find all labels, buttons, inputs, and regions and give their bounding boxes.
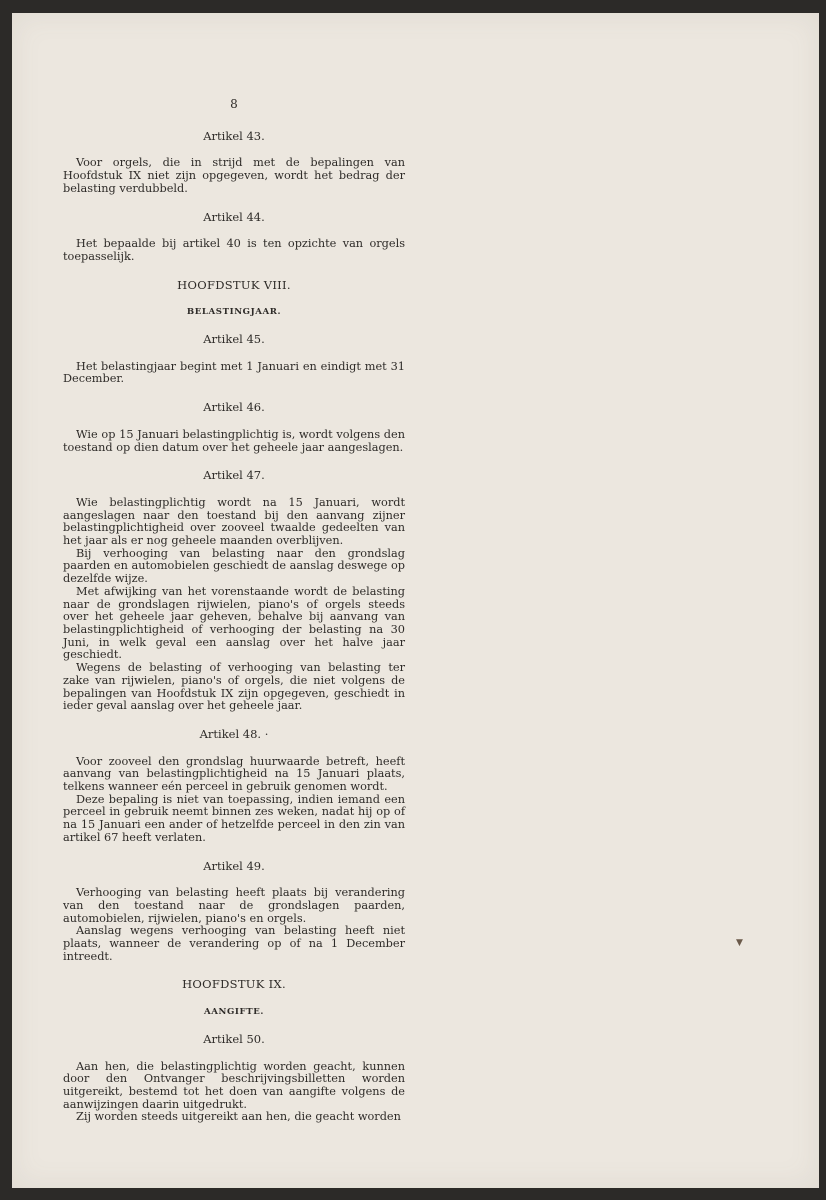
paragraph: Deze bepaling is niet van toepassing, indien iemand een perceel in gebruik neemt binnen zes weken, nadat hij op of na 15 Januari een ander of hetzelfde perceel in den zin van artikel 67 heeft verlaten. — [63, 792, 405, 844]
paragraph: Wegens de belasting of verhooging van belasting ter zake van rijwielen, piano's of orgels, die niet volgens de bepalingen van Hoofdstuk IX zijn opgegeven, geschiedt in ieder geval aanslag over het geheele jaar. — [63, 661, 405, 713]
paragraph: Aanslag wegens verhooging van belasting heeft niet plaats, wanneer de verandering op of na 1 December intreedt. — [63, 924, 405, 963]
article-heading: Artikel 46. — [203, 400, 265, 415]
article-heading: Artikel 45. — [203, 332, 265, 347]
article-heading: Artikel 44. — [203, 209, 265, 224]
paragraph: Bij verhooging van belasting naar den grondslag paarden en automobielen geschiedt de aanslag deswege op dezelfde wijze. — [63, 546, 405, 586]
paragraph: Wie belastingplichtig wordt na 15 Januari, wordt aangeslagen naar den toestand bij den aanvang zijner belastingplichtigheid over zooveel twaalde gedeelten van het jaar als er nog geheele maanden overblijven. — [63, 495, 405, 548]
text-column — [63, 98, 405, 1124]
chapter-subtitle: BELASTINGJAAR. — [186, 307, 282, 318]
article-heading: Artikel 49. — [203, 858, 265, 873]
paragraph: Wie op 15 Januari belastingplichtig is, wordt volgens den toestand op dien datum over het geheele jaar aangeslagen. — [63, 427, 405, 454]
article-heading: Artikel 47. — [203, 468, 265, 483]
chapter-heading: HOOFDSTUK IX. — [182, 977, 286, 992]
paragraph: Verhooging van belasting heeft plaats bij verandering van den toestand naar de grondslagen paarden, automobielen, rijwielen, piano's en orgels. — [63, 886, 405, 925]
paragraph: Het belastingjaar begint met 1 Januari en eindigt met 31 December. — [63, 359, 405, 386]
article-heading: Artikel 43. — [203, 128, 265, 143]
chapter-heading: HOOFDSTUK VIII. — [177, 277, 291, 292]
chapter-subtitle: AANGIFTE. — [204, 1007, 264, 1018]
paragraph: Aan hen, die belastingplichtig worden geacht, kunnen door den Ontvanger beschrijvingsbilletten worden uitgereikt, bestemd tot het doen van aangifte volgens de aanwijzingen daarin uitgedrukt. — [63, 1059, 405, 1111]
ink-mark: ▼ — [736, 938, 743, 948]
page-number: 8 — [230, 97, 238, 111]
article-heading: Artikel 48. · — [199, 726, 269, 741]
paragraph: Voor zooveel den grondslag huurwaarde betreft, heeft aanvang van belastingplichtigheid na 15 Januari plaats, telkens wanneer eén perceel in gebruik genomen wordt. — [63, 754, 405, 794]
paragraph: Zij worden steeds uitgereikt aan hen, die geacht worden — [76, 1110, 401, 1124]
paragraph: Voor orgels, die in strijd met de bepalingen van Hoofdstuk IX niet zijn opgegeven, wordt het bedrag der belasting verdubbeld. — [63, 156, 405, 195]
paragraph: Met afwijking van het vorenstaande wordt de belasting naar de grondslagen rijwielen, piano's of orgels steeds over het geheele jaar geheven, behalve bij aanvang van belastingplichtigheid of verhooging der belasting na 30 Juni, in welk geval een aanslag over het halve jaar geschiedt. — [63, 584, 405, 662]
paragraph: Het bepaalde bij artikel 40 is ten opzichte van orgels toepasselijk. — [63, 237, 405, 263]
article-heading: Artikel 50. — [203, 1031, 265, 1046]
